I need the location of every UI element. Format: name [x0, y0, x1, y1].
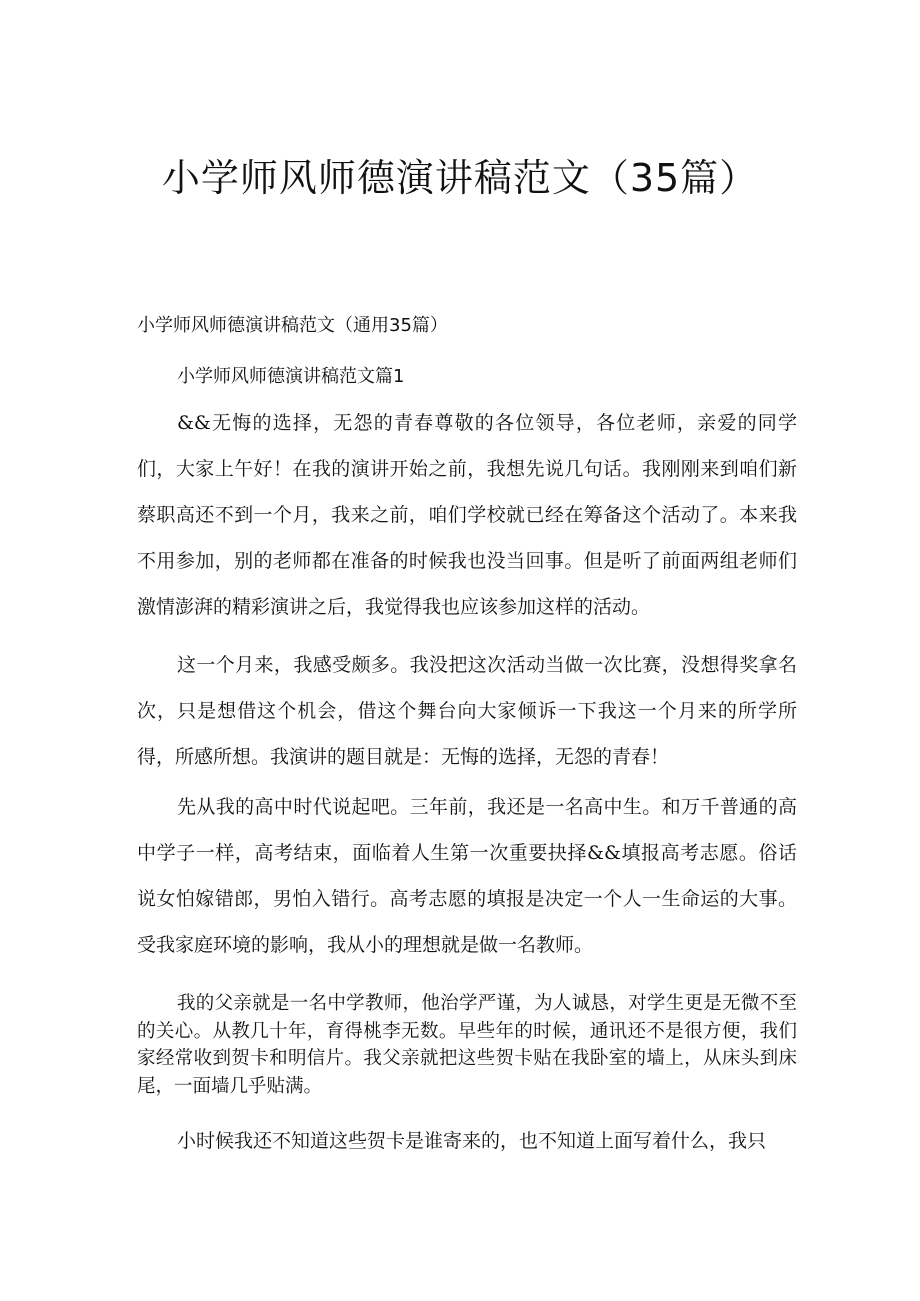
document-subtitle: 小学师风师德演讲稿范文（通用35篇） — [137, 315, 448, 336]
paragraph: 这一个月来，我感受颇多。我没把这次活动当做一次比赛，没想得奖拿名次，只是想借这个机会，借这个舞台向大家倾诉一下我这一个月来的所学所得，所感所想。我演讲的题目就是：无悔的选择，无怨的青春！ — [137, 654, 797, 768]
paragraph: 我的父亲就是一名中学教师，他治学严谨，为人诚恳，对学生更是无微不至的关心。从教几十年，育得桃李无数。早些年的时候，通讯还不是很方便，我们家经常收到贺卡和明信片。我父亲就把这些贺卡贴在我卧室的墙上，从床头到床尾，一面墙几乎贴满。 — [137, 993, 797, 1097]
paragraph: 先从我的高中时代说起吧。三年前，我还是一名高中生。和万千普通的高中学子一样，高考结束，面临着人生第一次重要抉择&&填报高考志愿。俗话说女怕嫁错郎，男怕入错行。高考志愿的填报是决定一个人一生命运的大事。受我家庭环境的影响，我从小的理想就是做一名教师。 — [137, 796, 797, 956]
paragraph: &&无悔的选择，无怨的青春尊敬的各位领导，各位老师，亲爱的同学们，大家上午好！在我的演讲开始之前，我想先说几句话。我刚刚来到咱们新蔡职高还不到一个月，我来之前，咱们学校就已经在筹备这个活动了。本来我不用参加，别的老师都在准备的时候我也没当回事。但是听了前面两组老师们激情澎湃的精彩演讲之后，我觉得我也应该参加这样的活动。 — [137, 412, 797, 618]
paragraph: 小时候我还不知道这些贺卡是谁寄来的，也不知道上面写着什么，我只 — [177, 1130, 767, 1152]
document-title: 小学师风师德演讲稿范文（35篇） — [161, 156, 759, 200]
section-heading: 小学师风师德演讲稿范文篇1 — [177, 366, 405, 387]
